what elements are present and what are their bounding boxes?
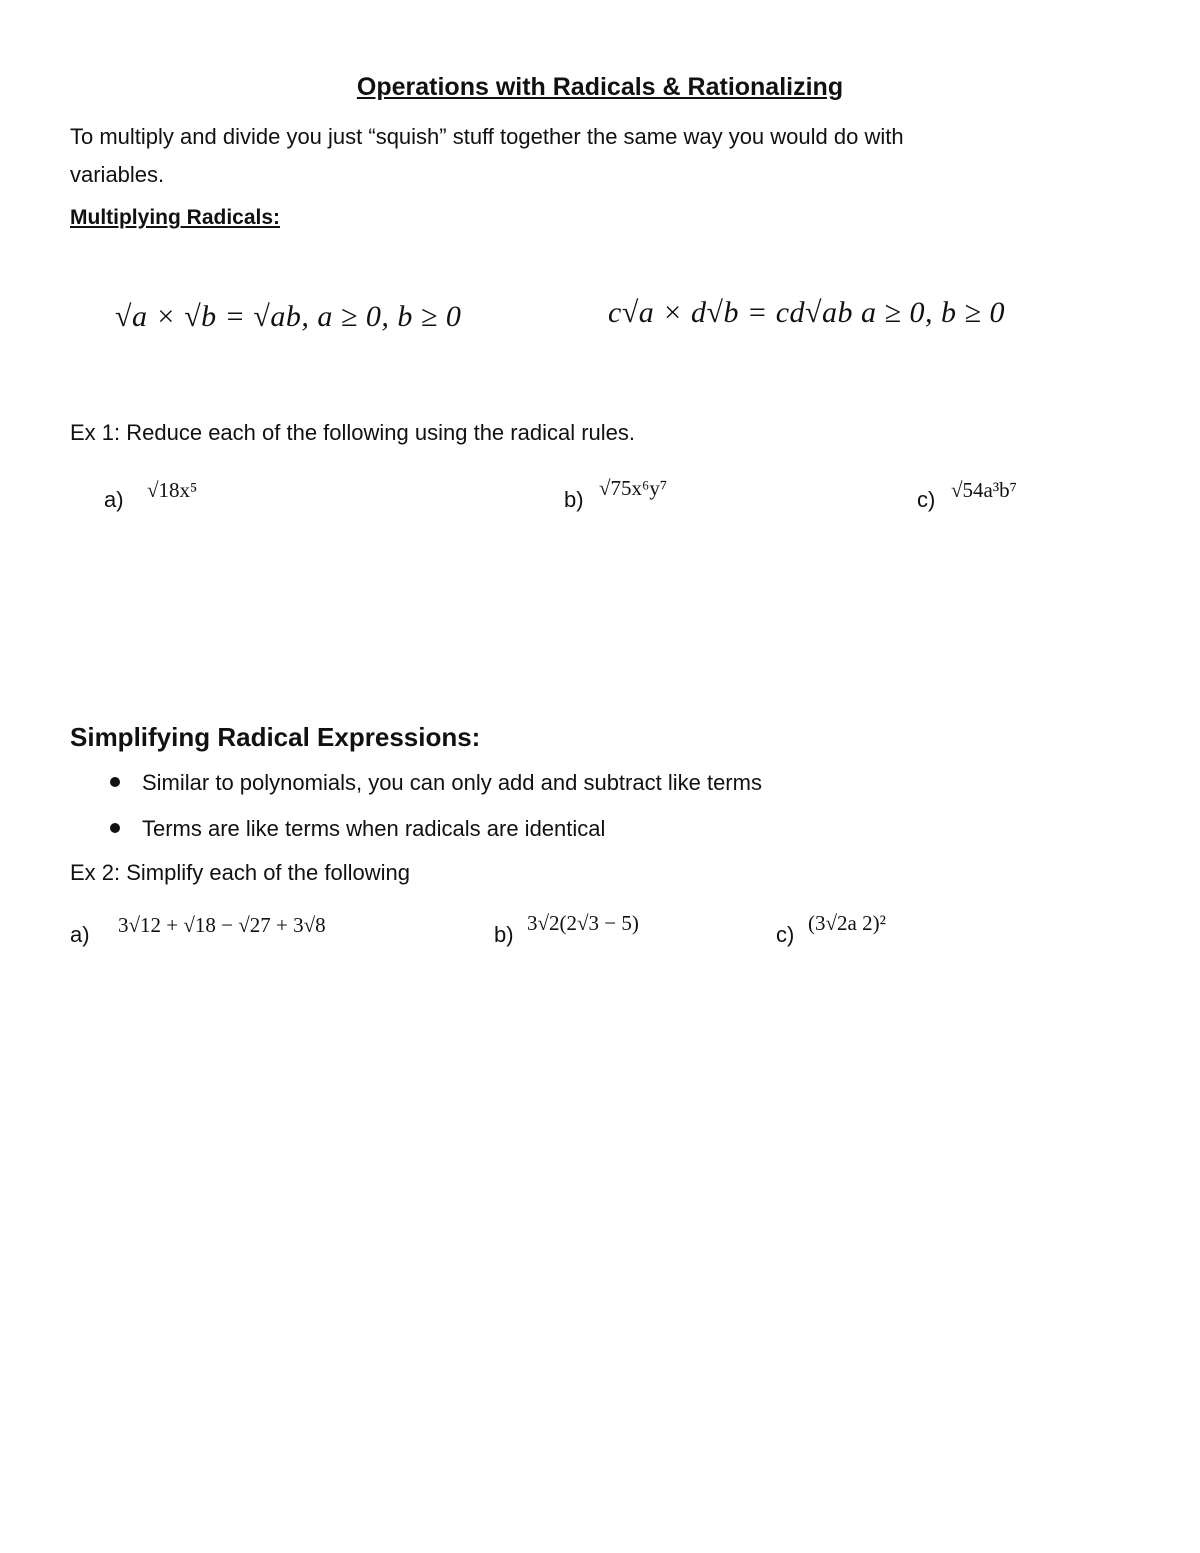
ex1-c-label: c) — [917, 487, 936, 512]
ex1-a-expr: √18x⁵ — [147, 478, 198, 502]
ex1-prompt: Ex 1: Reduce each of the following using the radical rules. — [70, 420, 635, 445]
ex2-a-expr: 3√12 + √18 − √27 + 3√8 — [118, 913, 326, 937]
intro-line-2: variables. — [70, 162, 165, 187]
bullet-text-1: Similar to polynomials, you can only add and subtract like terms — [142, 770, 762, 795]
page-title: Operations with Radicals & Rationalizing — [356, 73, 844, 101]
simplifying-heading: Simplifying Radical Expressions: — [70, 722, 481, 752]
ex2-prompt: Ex 2: Simplify each of the following — [70, 860, 410, 885]
bullet-dot-icon — [110, 823, 120, 833]
ex1-b-expr: √75x⁶y⁷ — [599, 476, 668, 500]
intro-line-1: To multiply and divide you just “squish” stuff together the same way you would do with — [70, 124, 904, 149]
multiplication-rule-2: c√a × d√b = cd√ab a ≥ 0, b ≥ 0 — [608, 296, 1005, 329]
multiplying-heading: Multiplying Radicals: — [70, 206, 281, 229]
ex1-b-label: b) — [564, 487, 584, 512]
bullet-dot-icon — [110, 777, 120, 787]
multiplication-rule-1: √a × √b = √ab, a ≥ 0, b ≥ 0 — [115, 300, 462, 333]
ex2-c-expr: (3√2a 2)² — [808, 911, 886, 935]
bullet-item-1 — [110, 764, 762, 802]
ex2-b-expr: 3√2(2√3 − 5) — [527, 911, 639, 935]
ex2-c-label: c) — [776, 922, 795, 947]
ex1-a-label: a) — [104, 487, 124, 512]
ex2-a-label: a) — [70, 922, 90, 947]
ex1-c-expr: √54a³b⁷ — [951, 478, 1017, 502]
ex2-b-label: b) — [494, 922, 514, 947]
bullet-text-2: Terms are like terms when radicals are identical — [142, 816, 606, 841]
bullet-item-2 — [110, 810, 605, 848]
